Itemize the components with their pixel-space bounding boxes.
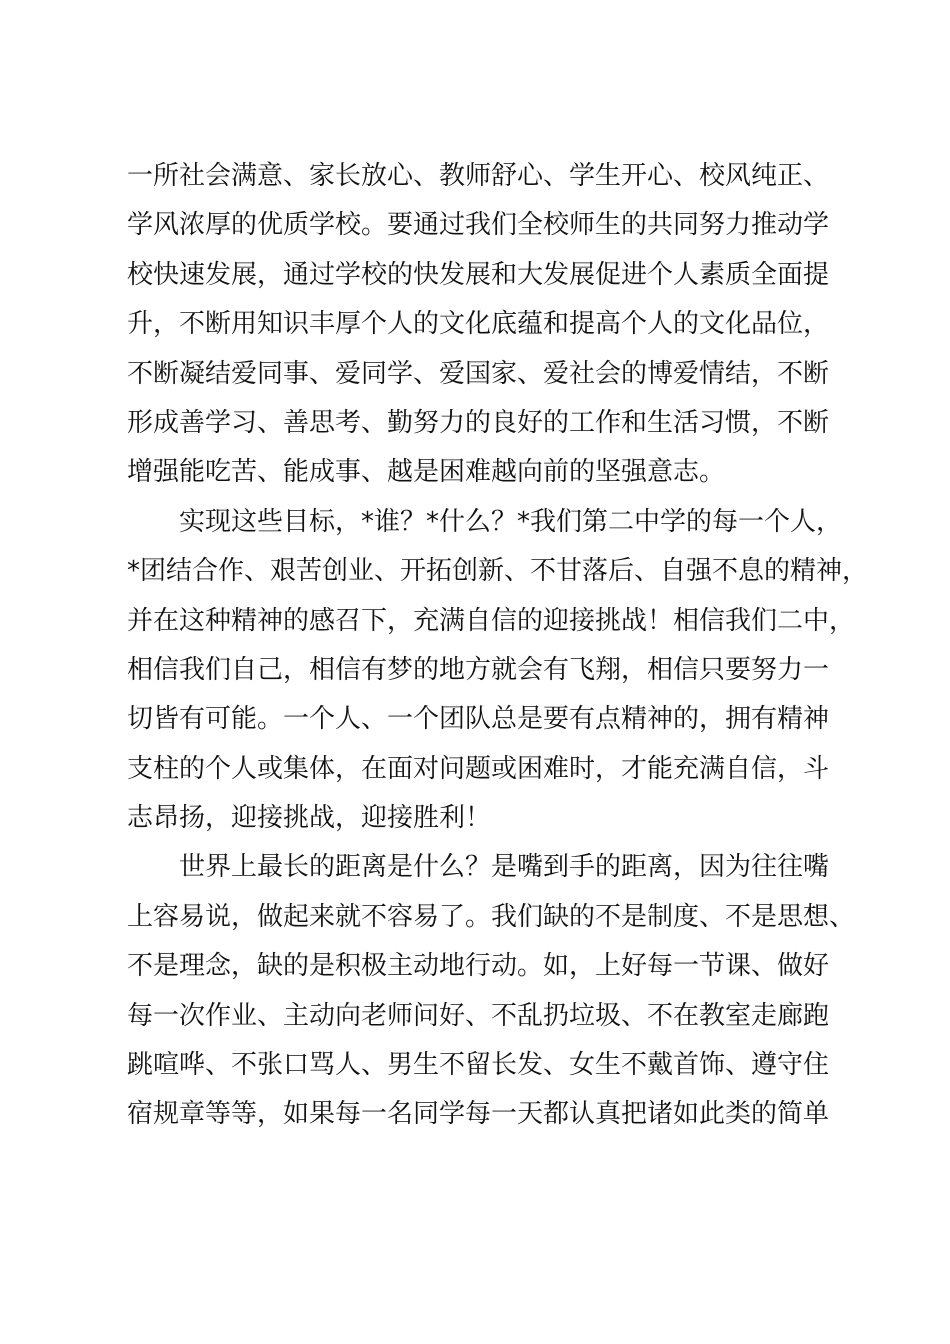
text-line: *团结合作、艰苦创业、开拓创新、不甘落后、自强不息的精神， [127, 556, 869, 587]
text-line: 每一次作业、主动向老师问好、不乱扔垃圾、不在教室走廊跑 [127, 1000, 830, 1031]
text-line: 志昂扬，迎接挑战，迎接胜利！ [127, 803, 492, 834]
text-line: 跳喧哗、不张口骂人、男生不留长发、女生不戴首饰、遵守住 [127, 1050, 830, 1081]
text-line: 宿规章等等，如果每一名同学每一天都认真把诸如此类的简单 [127, 1099, 830, 1130]
text-line: 不是理念，缺的是积极主动地行动。如，上好每一节课、做好 [127, 951, 830, 982]
paragraph-first-line: 实现这些目标，*谁？*什么？*我们第二中学的每一个人， [179, 506, 843, 537]
text-line: 切皆有可能。一个人、一个团队总是要有点精神的，拥有精神 [127, 704, 830, 735]
text-line: 一所社会满意、家长放心、教师舒心、学生开心、校风纯正、 [127, 161, 830, 191]
text-line: 不断凝结爱同事、爱同学、爱国家、爱社会的博爱情结，不断 [127, 358, 830, 389]
paragraph-first-line: 世界上最长的距离是什么？是嘴到手的距离，因为往往嘴 [179, 852, 830, 883]
text-line: 校快速发展，通过学校的快发展和大发展促进个人素质全面提 [127, 259, 830, 290]
text-line: 增强能吃苦、能成事、越是困难越向前的坚强意志。 [127, 457, 726, 488]
body-text [127, 152, 869, 1140]
text-line: 形成善学习、善思考、勤努力的良好的工作和生活习惯，不断 [127, 407, 830, 438]
text-line: 相信我们自己，相信有梦的地方就会有飞翔，相信只要努力一 [127, 654, 830, 685]
text-line: 学风浓厚的优质学校。要通过我们全校师生的共同努力推动学 [127, 210, 830, 241]
text-line: 升，不断用知识丰厚个人的文化底蕴和提高个人的文化品位， [127, 309, 830, 340]
text-line: 支柱的个人或集体，在面对问题或困难时，才能充满自信，斗 [127, 753, 830, 784]
text-line: 上容易说，做起来就不容易了。我们缺的不是制度、不是思想、 [127, 901, 856, 932]
text-line: 并在这种精神的感召下，充满自信的迎接挑战！相信我们二中， [127, 605, 856, 636]
